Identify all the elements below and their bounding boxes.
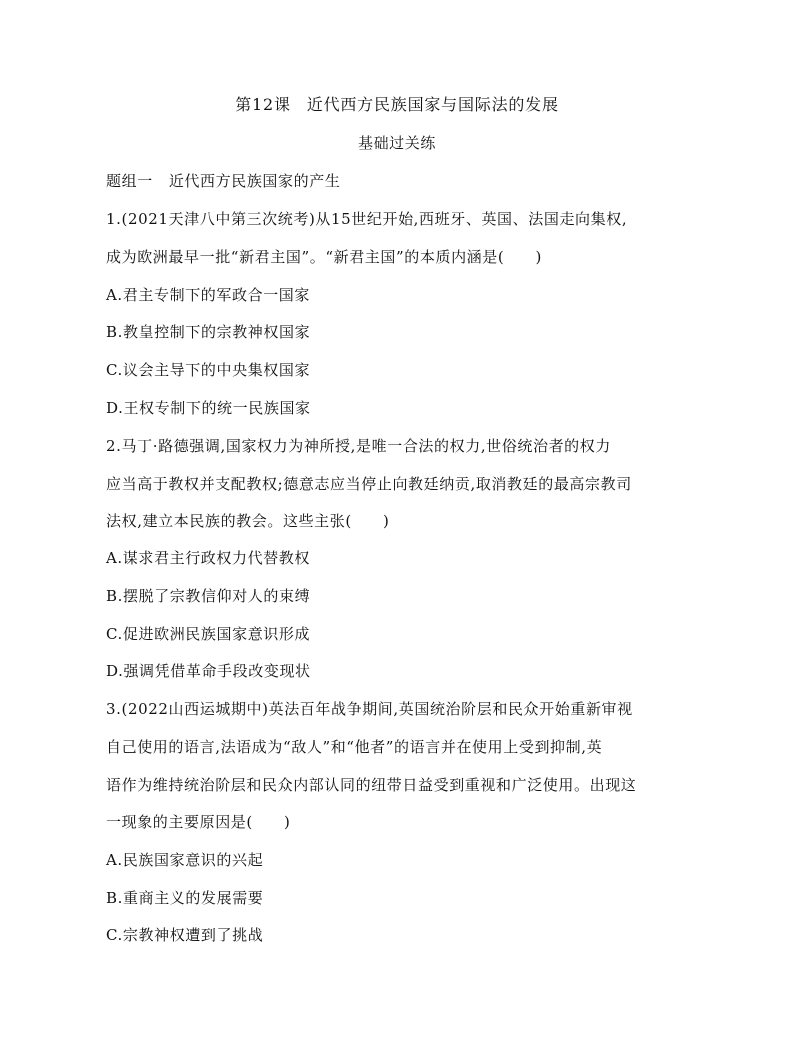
lesson-topic: 近代西方民族国家与国际法的发展 — [306, 95, 559, 114]
q1-stem-line: 1.(2021天津八中第三次统考)从15世纪开始,西班牙、英国、法国走向集权, — [106, 210, 628, 228]
group-topic: 近代西方民族国家的产生 — [168, 172, 341, 190]
lesson-number: 第12课 — [235, 95, 291, 114]
q3-option-a: A.民族国家意识的兴起 — [106, 851, 264, 869]
q2-stem-line: 应当高于教权并支配教权;德意志应当停止向教廷纳贡,取消教廷的最高宗教司 — [106, 475, 632, 493]
q2-option-b: B.摆脱了宗教信仰对人的束缚 — [106, 587, 311, 605]
group-label: 题组一 — [106, 172, 153, 190]
q3-stem-line: 3.(2022山西运城期中)英法百年战争期间,英国统治阶层和民众开始重新审视 — [106, 700, 633, 718]
q2-option-c: C.促进欧洲民族国家意识形成 — [106, 625, 311, 643]
q1-option-d: D.王权专制下的统一民族国家 — [106, 399, 311, 417]
q2-stem-line: 法权,建立本民族的教会。这些主张( ) — [106, 512, 390, 530]
q3-option-c: C.宗教神权遭到了挑战 — [106, 926, 264, 944]
q1-option-a: A.君主专制下的军政合一国家 — [106, 286, 311, 304]
q1-option-c: C.议会主导下的中央集权国家 — [106, 361, 311, 379]
section-subtitle: 基础过关练 — [357, 134, 436, 152]
q3-stem-line: 自己使用的语言,法语成为“敌人”和“他者”的语言并在使用上受到抑制,英 — [106, 738, 603, 756]
q3-option-b: B.重商主义的发展需要 — [106, 889, 264, 907]
q2-option-a: A.谋求君主行政权力代替教权 — [106, 549, 311, 567]
group-heading — [106, 171, 340, 191]
q2-option-d: D.强调凭借革命手段改变现状 — [106, 662, 311, 680]
q1-stem-line: 成为欧洲最早一批“新君主国”。“新君主国”的本质内涵是( ) — [106, 248, 542, 266]
q3-stem-line: 语作为维持统治阶层和民众内部认同的纽带日益受到重视和广泛使用。出现这 — [106, 776, 637, 794]
page-title — [0, 95, 794, 115]
q1-option-b: B.教皇控制下的宗教神权国家 — [106, 323, 311, 341]
q2-stem-line: 2.马丁·路德强调,国家权力为神所授,是唯一合法的权力,世俗统治者的权力 — [106, 437, 611, 455]
q3-stem-line: 一现象的主要原因是( ) — [106, 813, 291, 831]
